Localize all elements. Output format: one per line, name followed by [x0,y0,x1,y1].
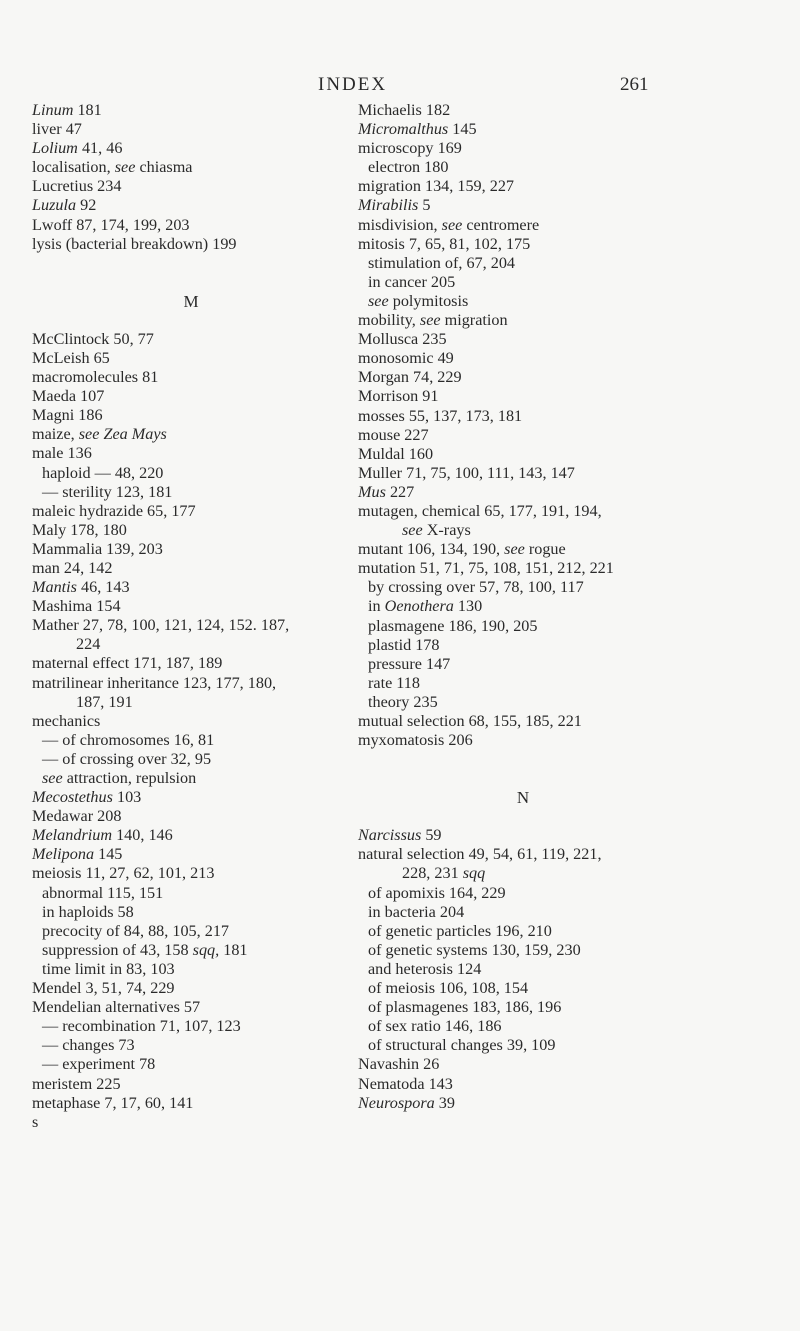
index-entry [32,826,350,845]
entry-text-italic: see [441,215,463,234]
index-subentry [32,464,350,483]
entry-text: Maeda 107 [32,387,105,406]
entry-text: mosses 55, 137, 173, 181 [358,406,523,425]
index-subentry [32,635,350,654]
page-number: 261 [620,74,649,95]
index-subentry [32,769,350,788]
index-subentry [358,884,688,903]
entry-text: attraction, repulsion [62,769,197,787]
entry-text-italic: see [402,521,423,540]
index-entry [32,597,350,616]
entry-text: of sex ratio 146, 186 [368,1017,502,1036]
entry-text: abnormal 115, 151 [42,883,164,902]
index-subentry [358,597,688,616]
index-subentry [358,941,688,960]
index-entry [358,483,688,502]
index-entry [32,578,350,597]
entry-text: migration [440,311,508,330]
index-entry [358,139,688,158]
index-subentry [358,864,688,883]
entry-text: metaphase 7, 17, 60, 141 [32,1093,194,1112]
entry-text-italic: see Zea Mays [78,425,167,444]
entry-text: of plasmagenes 183, 186, 196 [368,998,562,1017]
entry-text: 224 [76,635,101,654]
entry-text: in haploids 58 [42,902,134,921]
entry-text: 39 [434,1093,455,1112]
index-entry [358,311,688,330]
index-entry [358,826,688,845]
entry-text: pressure 147 [368,654,451,673]
entry-text: Morgan 74, 229 [358,368,462,387]
index-subentry [358,617,688,636]
index-entry [358,559,688,578]
entry-text: Mendelian alternatives 57 [32,998,201,1017]
index-entry [358,1075,688,1094]
index-entry [32,979,350,998]
entry-text: plasmagene 186, 190, 205 [368,616,538,635]
entry-text: 181 [219,940,248,959]
index-entry [32,540,350,559]
entry-text-italic: Narcissus [358,826,422,845]
index-subentry [358,158,688,177]
entry-text: M [183,291,199,311]
entry-text: Mather 27, 78, 100, 121, 124, 152. 187, [32,616,290,635]
entry-text: of apomixis 164, 229 [368,883,506,902]
index-entry [358,426,688,445]
index-entry [358,387,688,406]
entry-text: precocity of 84, 88, 105, 217 [42,921,230,940]
index-entry [32,425,350,444]
entry-text: 59 [421,826,442,845]
entry-text: meiosis 11, 27, 62, 101, 213 [32,864,215,883]
entry-text: monosomic 49 [358,349,454,368]
entry-text-italic: Luzula [32,196,77,215]
entry-text: plastid 178 [368,635,440,654]
index-entry [32,444,350,463]
entry-text: of structural changes 39, 109 [368,1036,556,1055]
entry-text: Mollusca 235 [358,330,447,349]
entry-text: microscopy 169 [358,139,462,158]
entry-text: time limit in 83, 103 [42,959,175,978]
entry-text: mutation 51, 71, 75, 108, 151, 212, 221 [358,559,614,578]
index-subentry [32,693,350,712]
index-entry [358,196,688,215]
entry-text: macromolecules 81 [32,368,159,387]
index-entry [32,845,350,864]
index-entry [32,616,350,635]
page-header [0,74,800,100]
entry-text-italic: Mecostethus [32,788,113,807]
index-subentry [358,521,688,540]
index-entry [32,158,350,177]
entry-text: 46, 143 [76,578,130,597]
entry-text: — experiment 78 [42,1055,156,1074]
index-entry [32,177,350,196]
index-entry [32,330,350,349]
entry-text: 41, 46 [77,139,123,158]
entry-text: mechanics [32,711,101,730]
entry-text: Morrison 91 [358,387,439,406]
entry-text: Mendel 3, 51, 74, 229 [32,979,175,998]
entry-text: mutagen, chemical 65, 177, 191, 194, [358,501,602,520]
entry-text-italic: see [42,769,63,787]
entry-text: in cancer 205 [368,272,456,291]
entry-text: and heterosis 124 [368,959,482,978]
entry-text: McLeish 65 [32,348,110,367]
index-entry [358,540,688,559]
entry-text: Lucretius 234 [32,177,122,196]
entry-text: maleic hydrazide 65, 177 [32,501,196,520]
entry-text: 130 [453,597,483,616]
index-entry [358,445,688,464]
index-subentry [358,1017,688,1036]
index-entry [358,330,688,349]
index-entry [32,521,350,540]
index-subentry [358,273,688,292]
entry-text: 103 [112,788,142,807]
entry-text: s [32,1112,39,1131]
entry-text: — changes 73 [42,1036,135,1055]
index-entry [358,349,688,368]
index-subentry [32,941,350,960]
entry-text: liver 47 [32,120,82,139]
index-subentry [32,960,350,979]
index-subentry [358,922,688,941]
index-subentry [358,636,688,655]
index-entry [358,216,688,235]
index-subentry [358,674,688,693]
entry-text: electron 180 [368,158,449,177]
entry-text: misdivision, [358,215,442,234]
index-entry [32,998,350,1017]
index-subentry [32,903,350,922]
entry-text: — sterility 123, 181 [42,482,173,501]
index-entry [32,196,350,215]
index-entry [358,845,688,864]
entry-text: Lwoff 87, 174, 199, 203 [32,215,190,234]
index-entry [32,1094,350,1113]
index-entry [32,139,350,158]
entry-text: rate 118 [368,673,420,692]
entry-text: Maly 178, 180 [32,520,127,539]
entry-text-italic: Neurospora [358,1093,435,1112]
entry-text: localisation, [32,158,115,177]
entry-text: Mashima 154 [32,597,121,616]
index-entry [32,349,350,368]
entry-text: male 136 [32,444,92,463]
entry-text: in bacteria 204 [368,902,465,921]
entry-text-italic: Oenothera [384,597,454,616]
entry-text: Medawar 208 [32,807,122,826]
entry-text: lysis (bacterial breakdown) 199 [32,234,237,253]
index-entry [32,235,350,254]
entry-text: Michaelis 182 [358,101,451,119]
entry-text-italic: Lolium [32,139,78,158]
entry-text-italic: see [504,540,525,559]
entry-text: 145 [94,845,123,864]
entry-text: 181 [73,101,102,119]
index-subentry [358,693,688,712]
index-subentry [358,1036,688,1055]
index-entry [32,674,350,693]
entry-text: matrilinear inheritance 123, 177, 180, [32,673,277,692]
index-subentry [358,998,688,1017]
entry-text-italic: Mantis [32,578,77,597]
entry-text: mobility, [358,311,420,330]
entry-text: mouse 227 [358,425,429,444]
entry-text: mitosis 7, 65, 81, 102, 175 [358,234,531,253]
entry-text-italic: Linum [32,101,74,119]
index-entry [32,1075,350,1094]
entry-text: Mammalia 139, 203 [32,539,163,558]
section-letter [358,788,688,807]
entry-text: of genetic particles 196, 210 [368,921,552,940]
index-column-right [358,101,688,1113]
index-subentry [32,750,350,769]
entry-text-italic: Mirabilis [358,196,419,215]
index-entry [32,101,350,120]
entry-text: 228, 231 [402,864,463,883]
entry-text: — recombination 71, 107, 123 [42,1017,241,1036]
index-entry [358,407,688,426]
entry-text: X-rays [422,521,471,540]
signature-mark [32,1113,350,1132]
index-entry [32,216,350,235]
entry-text: migration 134, 159, 227 [358,177,515,196]
index-subentry [32,884,350,903]
entry-text-italic: see [368,291,389,310]
entry-text: natural selection 49, 54, 61, 119, 221, [358,845,602,864]
entry-text: by crossing over 57, 78, 100, 117 [368,578,584,597]
index-subentry [32,1055,350,1074]
entry-text: myxomatosis 206 [358,731,473,750]
entry-text-italic: Melipona [32,845,95,864]
entry-text-italic: Melandrium [32,826,113,845]
running-title: INDEX [318,74,388,95]
index-subentry [358,292,688,311]
entry-text: in [368,597,385,616]
entry-text: — of crossing over 32, 95 [42,749,212,768]
index-entry [32,502,350,521]
index-subentry [358,254,688,273]
index-subentry [32,483,350,502]
index-entry [358,502,688,521]
entry-text-italic: Micromalthus [358,120,449,139]
entry-text: — of chromosomes 16, 81 [42,730,215,749]
index-subentry [32,922,350,941]
index-subentry [32,1017,350,1036]
index-column-left [32,101,350,1132]
section-letter [32,292,350,311]
entry-text: 187, 191 [76,692,133,711]
index-entry [358,235,688,254]
entry-text: stimulation of, 67, 204 [368,253,516,272]
index-entry [32,387,350,406]
entry-text: maize, [32,425,79,444]
index-entry [358,1094,688,1113]
entry-text: mutant 106, 134, 190, [358,540,505,559]
index-subentry [358,903,688,922]
entry-text: haploid — 48, 220 [42,463,164,482]
entry-text: McClintock 50, 77 [32,329,154,348]
index-entry [358,464,688,483]
entry-text-italic: sqq, [192,940,220,959]
entry-text: Muller 71, 75, 100, 111, 143, 147 [358,463,575,482]
index-subentry [358,655,688,674]
index-subentry [358,960,688,979]
index-entry [358,177,688,196]
index-subentry [358,578,688,597]
entry-text-italic: sqq [462,864,486,883]
entry-text-italic: Mus [358,482,386,501]
entry-text: 92 [76,196,97,215]
index-entry [358,368,688,387]
entry-text: Magni 186 [32,406,103,425]
entry-text: 227 [385,482,415,501]
index-entry [358,120,688,139]
index-entry [358,1055,688,1074]
entry-text: maternal effect 171, 187, 189 [32,654,223,673]
entry-text: Nematoda 143 [358,1074,453,1093]
index-entry [358,731,688,750]
index-entry [358,101,688,120]
entry-text: 5 [418,196,431,215]
entry-text-italic: see [114,158,136,177]
index-entry [32,406,350,425]
index-entry [32,654,350,673]
entry-text: suppression of 43, 158 [42,940,193,959]
index-entry [32,712,350,731]
index-subentry [32,1036,350,1055]
entry-text: meristem 225 [32,1074,121,1093]
entry-text: polymitosis [388,291,469,310]
entry-text: of meiosis 106, 108, 154 [368,979,529,998]
entry-text: 140, 146 [112,826,173,845]
entry-text: chiasma [135,158,193,177]
index-entry [32,368,350,387]
index-entry [32,807,350,826]
entry-text: theory 235 [368,692,438,711]
index-entry [32,864,350,883]
entry-text: Muldal 160 [358,444,434,463]
index-entry [358,712,688,731]
index-subentry [32,731,350,750]
entry-text: 145 [448,120,477,139]
entry-text: N [516,788,530,808]
index-entry [32,120,350,139]
entry-text: rogue [524,540,566,559]
index-subentry [358,979,688,998]
index-entry [32,559,350,578]
index-entry [32,788,350,807]
entry-text: mutual selection 68, 155, 185, 221 [358,712,582,730]
entry-text-italic: see [419,311,441,330]
entry-text: Navashin 26 [358,1055,440,1074]
entry-text: centromere [462,215,540,234]
entry-text: of genetic systems 130, 159, 230 [368,940,581,959]
entry-text: man 24, 142 [32,558,113,577]
